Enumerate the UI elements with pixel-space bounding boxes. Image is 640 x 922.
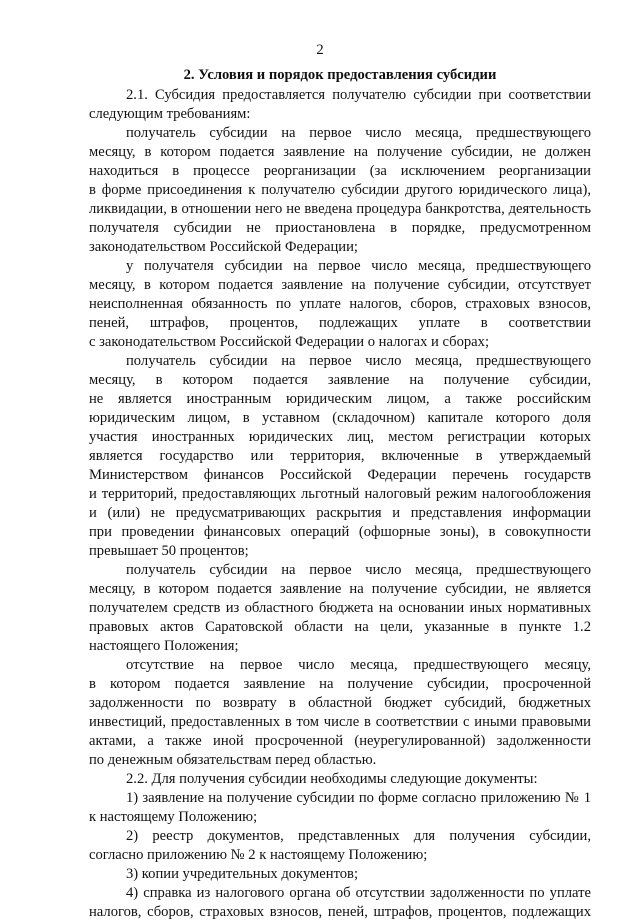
text-line: следующим требованиям: <box>89 106 251 122</box>
text-line: у получателя субсидии на первое число месяца, предшествующего <box>126 258 591 274</box>
text-line: находиться в процессе реорганизации (за исключением реорганизации <box>89 163 591 179</box>
text-line: месяцу, в котором подается заявление на получение субсидии, <box>89 372 591 388</box>
text-line: 3) копии учредительных документов; <box>126 866 358 882</box>
text-line: правовых актов Саратовской области на цели, указанные в пункте 1.2 <box>89 619 591 635</box>
text-line: 1) заявление на получение субсидии по форме согласно приложению № 1 <box>126 790 591 806</box>
text-line: отсутствие на первое число месяца, предшествующего месяцу, <box>126 657 591 673</box>
text-line: получателем средств из областного бюджета на основании иных нормативных <box>89 600 591 616</box>
text-line: 2.2. Для получения субсидии необходимы следующие документы: <box>126 771 538 787</box>
text-line: получатель субсидии на первое число месяца, предшествующего <box>126 125 591 141</box>
text-line: пеней, штрафов, процентов, подлежащих уплате в соответствии <box>89 315 591 331</box>
text-line: налогов, сборов, страховых взносов, пеней, штрафов, процентов, подлежащих <box>89 904 591 920</box>
text-line: при проведении финансовых операций (офшорные зоны), в совокупности <box>89 524 591 540</box>
text-line: 2) реестр документов, представленных для получения субсидии, <box>126 828 591 844</box>
page-number: 2 <box>316 42 324 58</box>
text-line: получатель субсидии на первое число месяца, предшествующего <box>126 562 591 578</box>
text-line: по денежным обязательствам перед областью. <box>89 752 377 768</box>
text-line: законодательством Российской Федерации; <box>89 239 358 255</box>
text-line: юридическим лицом, в уставном (складочном) капитале которого доля <box>89 410 591 426</box>
text-line: получателя субсидии не приостановлена в порядке, предусмотренном <box>89 220 591 236</box>
text-line: 2.1. Субсидия предоставляется получателю субсидии при соответствии <box>126 87 591 103</box>
text-line: задолженности по возврату в областной бюджет субсидий, бюджетных <box>89 695 591 711</box>
text-line: не является иностранным юридическим лицом, а также российским <box>89 391 591 407</box>
text-line: неисполненная обязанность по уплате налогов, сборов, страховых взносов, <box>89 296 591 312</box>
text-line: превышает 50 процентов; <box>89 543 249 559</box>
text-line: актами, а также иной просроченной (неурегулированной) задолженности <box>89 733 591 749</box>
text-line: месяцу, в котором подается заявление на получение субсидии, не должен <box>89 144 591 160</box>
text-line: к настоящему Положению; <box>89 809 258 825</box>
section-heading: 2. Условия и порядок предоставления субсидии <box>183 67 497 83</box>
text-line: участия иностранных юридических лиц, местом регистрации которых <box>89 429 591 445</box>
text-line: в котором подается заявление на получение субсидии, просроченной <box>89 676 591 692</box>
text-line: в форме присоединения к получателю субсидии другого юридического лица), <box>89 182 591 198</box>
text-line: с законодательством Российской Федерации о налогах и сборах; <box>89 334 490 350</box>
text-line: согласно приложению № 2 к настоящему Положению; <box>89 847 428 863</box>
text-line: и территорий, предоставляющих льготный налоговый режим налогообложения <box>89 486 591 502</box>
text-line: Министерством финансов Российской Федерации перечень государств <box>89 467 591 483</box>
text-line: месяцу, в котором подается заявление на получение субсидии, отсутствует <box>89 277 591 293</box>
text-line: инвестиций, предоставленных в том числе в соответствии с иными правовыми <box>89 714 591 730</box>
text-line: 4) справка из налогового органа об отсутствии задолженности по уплате <box>126 885 591 901</box>
text-line: ликвидации, в отношении него не введена процедура банкротства, деятельность <box>89 201 591 217</box>
text-line: настоящего Положения; <box>89 638 239 654</box>
text-line: получатель субсидии на первое число месяца, предшествующего <box>126 353 591 369</box>
text-line: месяцу, в котором подается заявление на получение субсидии, не является <box>89 581 591 597</box>
text-line: и (или) не предусматривающих раскрытия и представления информации <box>89 505 591 521</box>
text-line: является государство или территория, включенные в утверждаемый <box>89 448 591 464</box>
